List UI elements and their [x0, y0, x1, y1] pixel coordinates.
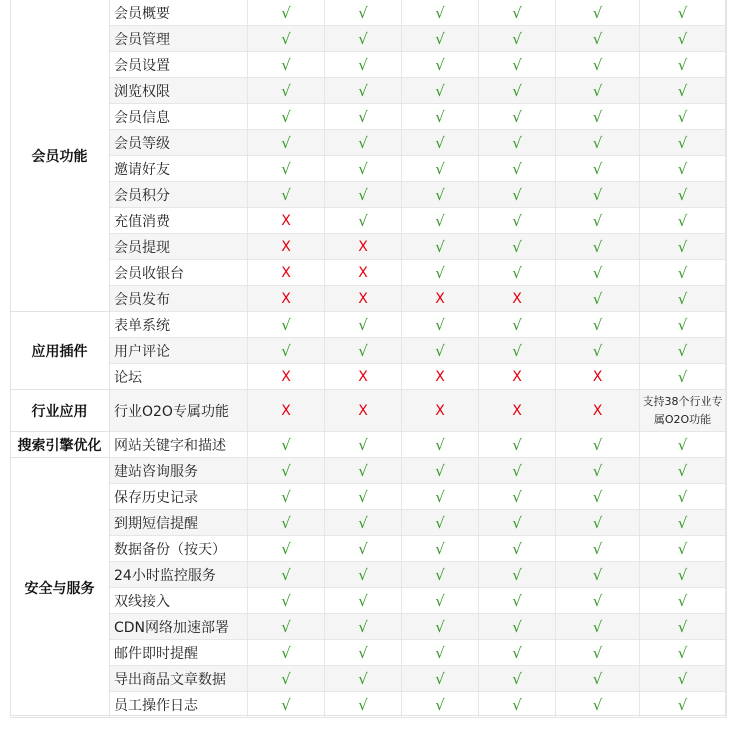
check-icon: √ — [479, 208, 556, 233]
check-icon: √ — [640, 156, 726, 181]
check-icon: √ — [640, 260, 726, 285]
check-icon: √ — [556, 588, 640, 613]
table-row — [110, 614, 727, 640]
check-icon: √ — [402, 156, 479, 181]
check-icon: √ — [248, 614, 325, 639]
check-icon: √ — [402, 536, 479, 561]
feature-name: 网站关键字和描述 — [110, 432, 248, 457]
table-row — [110, 26, 727, 52]
check-icon: √ — [325, 458, 402, 483]
cross-icon: X — [402, 390, 479, 431]
check-icon: √ — [402, 208, 479, 233]
feature-name: 论坛 — [110, 364, 248, 389]
check-icon: √ — [479, 510, 556, 535]
cross-icon: X — [402, 364, 479, 389]
feature-name: 用户评论 — [110, 338, 248, 363]
check-icon: √ — [325, 640, 402, 665]
cross-icon: X — [479, 390, 556, 431]
check-icon: √ — [402, 234, 479, 259]
check-icon: √ — [402, 510, 479, 535]
check-icon: √ — [640, 536, 726, 561]
feature-name: 数据备份（按天） — [110, 536, 248, 561]
check-icon: √ — [248, 338, 325, 363]
check-icon: √ — [479, 26, 556, 51]
check-icon: √ — [556, 338, 640, 363]
cross-icon: X — [248, 390, 325, 431]
check-icon: √ — [402, 432, 479, 457]
feature-name: 会员概要 — [110, 0, 248, 25]
check-icon: √ — [248, 562, 325, 587]
table-row — [110, 458, 727, 484]
check-icon: √ — [325, 208, 402, 233]
cross-icon: X — [248, 364, 325, 389]
check-icon: √ — [325, 536, 402, 561]
feature-name: CDN网络加速部署 — [110, 614, 248, 639]
check-icon: √ — [640, 52, 726, 77]
check-icon: √ — [248, 666, 325, 691]
check-icon: √ — [325, 562, 402, 587]
check-icon: √ — [248, 510, 325, 535]
check-icon: √ — [248, 588, 325, 613]
cross-icon: X — [556, 364, 640, 389]
check-icon: √ — [248, 458, 325, 483]
table-row — [110, 182, 727, 208]
table-row — [110, 130, 727, 156]
feature-name: 到期短信提醒 — [110, 510, 248, 535]
check-icon: √ — [479, 52, 556, 77]
cross-icon: X — [248, 208, 325, 233]
check-icon: √ — [556, 484, 640, 509]
check-icon: √ — [556, 666, 640, 691]
table-row — [110, 666, 727, 692]
cross-icon: X — [248, 260, 325, 285]
cross-icon: X — [248, 234, 325, 259]
check-icon: √ — [640, 312, 726, 337]
check-icon: √ — [640, 614, 726, 639]
check-icon: √ — [479, 536, 556, 561]
feature-name: 导出商品文章数据 — [110, 666, 248, 691]
table-row — [110, 312, 727, 338]
check-icon: √ — [248, 536, 325, 561]
check-icon: √ — [556, 156, 640, 181]
check-icon: √ — [479, 234, 556, 259]
cross-icon: X — [325, 390, 402, 431]
check-icon: √ — [325, 26, 402, 51]
check-icon: √ — [640, 130, 726, 155]
check-icon: √ — [640, 432, 726, 457]
feature-name: 双线接入 — [110, 588, 248, 613]
table-row — [110, 338, 727, 364]
table-row — [110, 364, 727, 390]
feature-name: 会员信息 — [110, 104, 248, 129]
category-label: 应用插件 — [10, 312, 110, 390]
table-row — [110, 286, 727, 312]
check-icon: √ — [640, 182, 726, 207]
check-icon: √ — [556, 130, 640, 155]
check-icon: √ — [640, 666, 726, 691]
check-icon: √ — [479, 104, 556, 129]
check-icon: √ — [325, 614, 402, 639]
table-row — [110, 640, 727, 666]
feature-name: 会员收银台 — [110, 260, 248, 285]
cross-icon: X — [325, 286, 402, 311]
table-row — [110, 0, 727, 26]
table-row — [110, 562, 727, 588]
check-icon: √ — [325, 666, 402, 691]
check-icon: √ — [640, 338, 726, 363]
check-icon: √ — [248, 182, 325, 207]
category-label: 搜索引擎优化 — [10, 432, 110, 458]
cross-icon: X — [325, 260, 402, 285]
check-icon: √ — [248, 104, 325, 129]
check-icon: √ — [556, 312, 640, 337]
check-icon: √ — [325, 484, 402, 509]
feature-name: 行业O2O专属功能 — [110, 390, 248, 431]
check-icon: √ — [402, 182, 479, 207]
check-icon: √ — [402, 26, 479, 51]
check-icon: √ — [325, 692, 402, 717]
check-icon: √ — [479, 588, 556, 613]
table-row — [110, 692, 727, 718]
cross-icon: X — [325, 364, 402, 389]
check-icon: √ — [556, 0, 640, 25]
check-icon: √ — [325, 182, 402, 207]
cross-icon: X — [479, 364, 556, 389]
feature-name: 员工操作日志 — [110, 692, 248, 717]
check-icon: √ — [479, 182, 556, 207]
check-icon: √ — [640, 640, 726, 665]
check-icon: √ — [556, 614, 640, 639]
category-label: 行业应用 — [10, 390, 110, 432]
check-icon: √ — [556, 692, 640, 717]
cross-icon: X — [325, 234, 402, 259]
check-icon: √ — [556, 52, 640, 77]
check-icon: √ — [479, 614, 556, 639]
feature-comparison-table — [10, 0, 727, 716]
check-icon: √ — [479, 562, 556, 587]
check-icon: √ — [402, 640, 479, 665]
check-icon: √ — [248, 130, 325, 155]
check-icon: √ — [640, 234, 726, 259]
check-icon: √ — [640, 484, 726, 509]
check-icon: √ — [402, 458, 479, 483]
check-icon: √ — [248, 432, 325, 457]
table-row — [110, 484, 727, 510]
check-icon: √ — [479, 666, 556, 691]
cross-icon: X — [556, 390, 640, 431]
check-icon: √ — [325, 338, 402, 363]
feature-note: 支持38个行业专属O2O功能 — [640, 390, 726, 431]
check-icon: √ — [248, 0, 325, 25]
cross-icon: X — [479, 286, 556, 311]
check-icon: √ — [325, 130, 402, 155]
check-icon: √ — [556, 640, 640, 665]
check-icon: √ — [402, 312, 479, 337]
check-icon: √ — [248, 312, 325, 337]
check-icon: √ — [248, 26, 325, 51]
check-icon: √ — [402, 562, 479, 587]
feature-name: 邮件即时提醒 — [110, 640, 248, 665]
feature-name: 会员管理 — [110, 26, 248, 51]
check-icon: √ — [640, 104, 726, 129]
check-icon: √ — [556, 432, 640, 457]
check-icon: √ — [479, 130, 556, 155]
check-icon: √ — [640, 562, 726, 587]
check-icon: √ — [248, 156, 325, 181]
check-icon: √ — [325, 52, 402, 77]
category-label: 会员功能 — [10, 0, 110, 312]
check-icon: √ — [402, 666, 479, 691]
check-icon: √ — [556, 510, 640, 535]
table-row — [110, 156, 727, 182]
check-icon: √ — [479, 458, 556, 483]
check-icon: √ — [479, 156, 556, 181]
check-icon: √ — [325, 104, 402, 129]
check-icon: √ — [479, 338, 556, 363]
check-icon: √ — [402, 692, 479, 717]
feature-name: 充值消费 — [110, 208, 248, 233]
check-icon: √ — [479, 260, 556, 285]
check-icon: √ — [640, 26, 726, 51]
check-icon: √ — [325, 78, 402, 103]
check-icon: √ — [479, 432, 556, 457]
feature-name: 邀请好友 — [110, 156, 248, 181]
check-icon: √ — [640, 286, 726, 311]
table-row — [110, 78, 727, 104]
cross-icon: X — [402, 286, 479, 311]
check-icon: √ — [640, 0, 726, 25]
table-row — [110, 260, 727, 286]
feature-name: 会员设置 — [110, 52, 248, 77]
check-icon: √ — [640, 458, 726, 483]
check-icon: √ — [479, 640, 556, 665]
check-icon: √ — [402, 0, 479, 25]
feature-name: 会员积分 — [110, 182, 248, 207]
check-icon: √ — [325, 588, 402, 613]
table-row — [110, 52, 727, 78]
check-icon: √ — [640, 208, 726, 233]
check-icon: √ — [479, 484, 556, 509]
table-row — [110, 510, 727, 536]
cross-icon: X — [248, 286, 325, 311]
check-icon: √ — [325, 510, 402, 535]
check-icon: √ — [556, 286, 640, 311]
check-icon: √ — [402, 78, 479, 103]
check-icon: √ — [402, 484, 479, 509]
check-icon: √ — [402, 130, 479, 155]
check-icon: √ — [402, 104, 479, 129]
check-icon: √ — [556, 458, 640, 483]
table-row — [110, 588, 727, 614]
feature-name: 表单系统 — [110, 312, 248, 337]
check-icon: √ — [479, 692, 556, 717]
check-icon: √ — [248, 640, 325, 665]
category-label: 安全与服务 — [10, 458, 110, 718]
table-row — [110, 536, 727, 562]
check-icon: √ — [556, 536, 640, 561]
check-icon: √ — [402, 614, 479, 639]
check-icon: √ — [556, 78, 640, 103]
table-row — [110, 208, 727, 234]
feature-name: 保存历史记录 — [110, 484, 248, 509]
check-icon: √ — [640, 510, 726, 535]
check-icon: √ — [556, 104, 640, 129]
check-icon: √ — [556, 26, 640, 51]
check-icon: √ — [325, 0, 402, 25]
check-icon: √ — [479, 0, 556, 25]
table-row — [110, 432, 727, 458]
check-icon: √ — [556, 208, 640, 233]
check-icon: √ — [248, 692, 325, 717]
check-icon: √ — [325, 156, 402, 181]
feature-name: 会员提现 — [110, 234, 248, 259]
check-icon: √ — [479, 312, 556, 337]
check-icon: √ — [556, 234, 640, 259]
check-icon: √ — [640, 692, 726, 717]
check-icon: √ — [556, 182, 640, 207]
check-icon: √ — [248, 78, 325, 103]
feature-name: 会员等级 — [110, 130, 248, 155]
check-icon: √ — [640, 588, 726, 613]
check-icon: √ — [556, 562, 640, 587]
feature-name: 会员发布 — [110, 286, 248, 311]
table-row — [110, 104, 727, 130]
feature-name: 浏览权限 — [110, 78, 248, 103]
check-icon: √ — [248, 484, 325, 509]
check-icon: √ — [640, 364, 726, 389]
table-row — [110, 390, 727, 432]
check-icon: √ — [556, 260, 640, 285]
check-icon: √ — [325, 432, 402, 457]
check-icon: √ — [402, 338, 479, 363]
check-icon: √ — [640, 78, 726, 103]
check-icon: √ — [248, 52, 325, 77]
table-row — [110, 234, 727, 260]
check-icon: √ — [402, 588, 479, 613]
check-icon: √ — [325, 312, 402, 337]
feature-name: 建站咨询服务 — [110, 458, 248, 483]
check-icon: √ — [479, 78, 556, 103]
check-icon: √ — [402, 52, 479, 77]
check-icon: √ — [402, 260, 479, 285]
feature-name: 24小时监控服务 — [110, 562, 248, 587]
